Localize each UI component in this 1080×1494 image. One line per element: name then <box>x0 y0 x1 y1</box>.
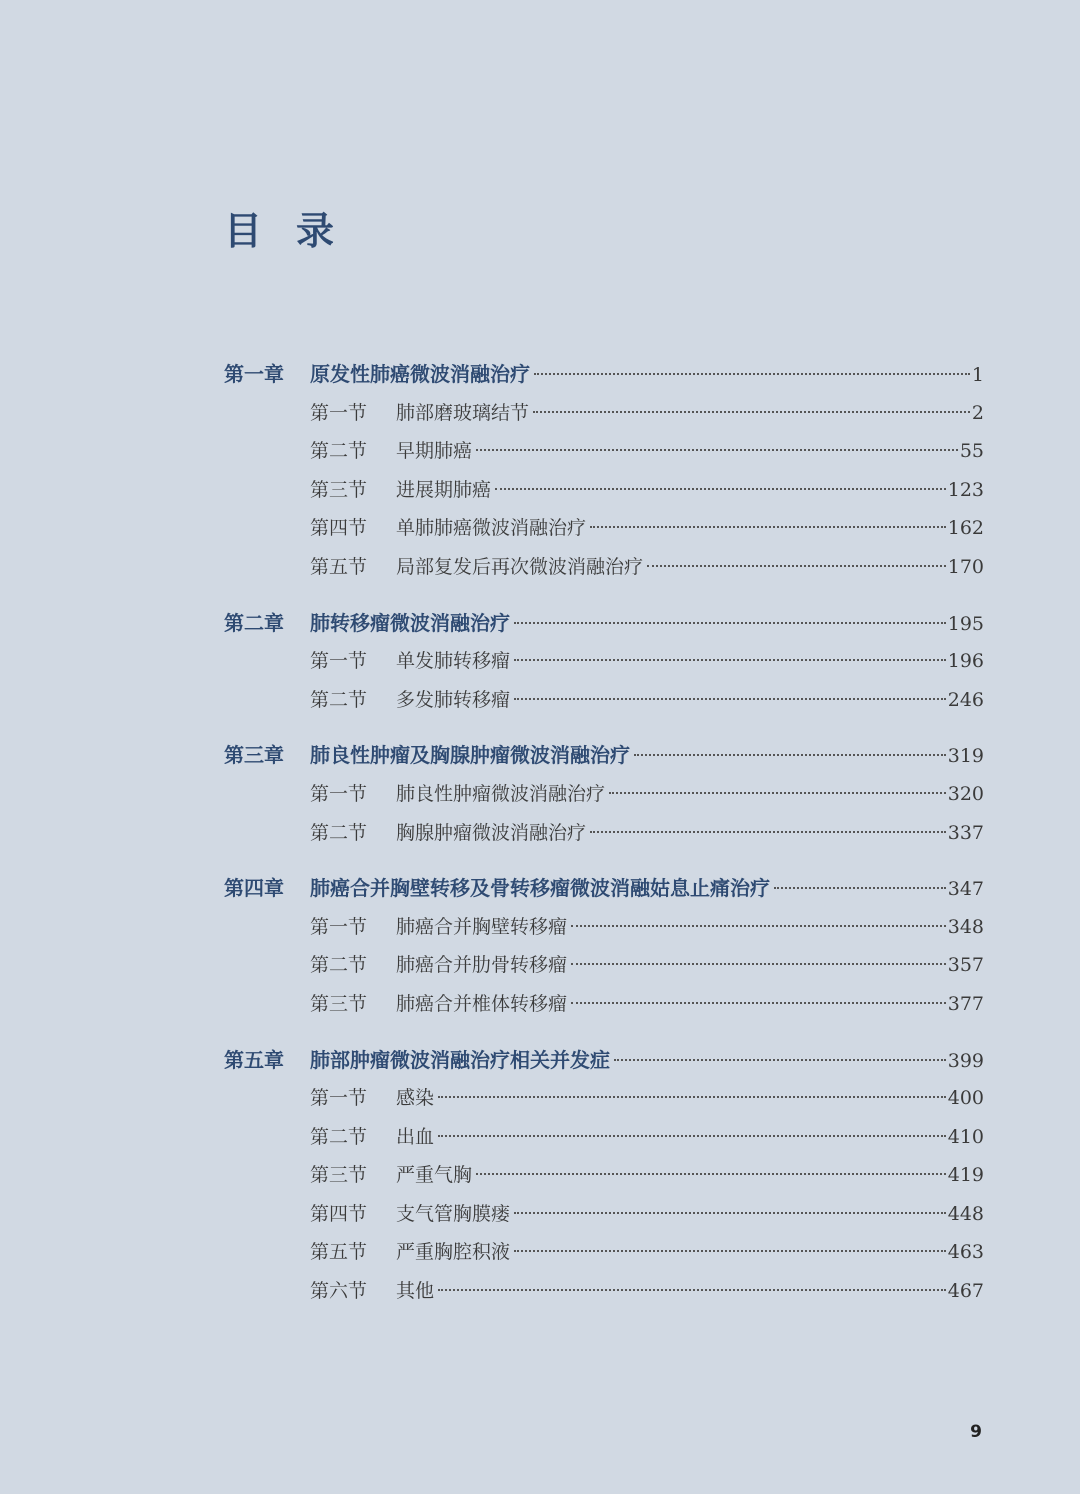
section-title: 早期肺癌 <box>396 440 473 463</box>
section-page: 337 <box>947 821 984 844</box>
section-page: 448 <box>947 1202 984 1225</box>
section-number: 第一节 <box>310 782 368 805</box>
chapter-page: 319 <box>947 745 984 768</box>
section-page: 357 <box>947 954 984 977</box>
chapter-title: 肺转移瘤微波消融治疗 <box>310 610 510 635</box>
section-title: 单发肺转移瘤 <box>396 650 511 673</box>
dot-leader <box>571 925 946 927</box>
section-number: 第一节 <box>310 915 368 938</box>
dot-leader <box>774 887 946 889</box>
section-number: 第三节 <box>310 1164 368 1187</box>
section-page: 320 <box>947 782 984 805</box>
section-title: 肺部磨玻璃结节 <box>396 401 530 424</box>
section-title: 其他 <box>396 1280 435 1303</box>
section-title: 出血 <box>396 1125 435 1148</box>
section-number: 第一节 <box>310 1087 368 1110</box>
section-number: 第二节 <box>310 954 368 977</box>
section-title: 胸腺肿瘤微波消融治疗 <box>396 821 587 844</box>
section-page: 55 <box>959 440 984 463</box>
chapter-title: 原发性肺癌微波消融治疗 <box>310 362 530 386</box>
chapter-2-entry[interactable] <box>224 604 984 643</box>
dot-leader <box>495 488 946 490</box>
page-title <box>224 206 334 256</box>
section-title: 局部复发后再次微波消融治疗 <box>396 555 644 578</box>
section-1-4-entry[interactable] <box>224 509 984 548</box>
section-page: 348 <box>947 915 984 938</box>
chapter-number: 第三章 <box>224 743 284 768</box>
section-title: 肺癌合并椎体转移瘤 <box>396 992 568 1015</box>
dot-leader <box>476 449 958 451</box>
dot-leader <box>571 1002 946 1004</box>
chapter-number: 第五章 <box>224 1047 284 1072</box>
section-number: 第四节 <box>310 517 368 540</box>
dot-leader <box>514 622 946 624</box>
dot-leader <box>647 565 946 567</box>
dot-leader <box>634 754 946 756</box>
section-5-4-entry[interactable] <box>224 1195 984 1234</box>
section-title: 感染 <box>396 1087 435 1110</box>
section-number: 第二节 <box>310 688 368 711</box>
section-1-2-entry[interactable] <box>224 432 984 471</box>
section-page: 2 <box>971 401 984 424</box>
dot-leader <box>514 698 946 700</box>
chapter-4-entry[interactable] <box>224 869 984 908</box>
section-title: 肺癌合并肋骨转移瘤 <box>396 954 568 977</box>
dot-leader <box>514 1212 946 1214</box>
section-page: 400 <box>947 1087 984 1110</box>
dot-leader <box>590 831 946 833</box>
section-number: 第四节 <box>310 1202 368 1225</box>
section-number: 第三节 <box>310 478 368 501</box>
section-5-1-entry[interactable] <box>224 1079 984 1118</box>
section-page: 467 <box>947 1280 984 1303</box>
section-1-1-entry[interactable] <box>224 394 984 433</box>
section-2-1-entry[interactable] <box>224 642 984 681</box>
dot-leader <box>514 1250 946 1252</box>
section-page: 123 <box>947 478 984 501</box>
section-1-5-entry[interactable] <box>224 548 984 587</box>
title-char-2: 录 <box>296 209 335 253</box>
section-number: 第一节 <box>310 401 368 424</box>
chapter-page: 347 <box>947 878 984 901</box>
section-page: 410 <box>947 1125 984 1148</box>
chapter-page: 399 <box>947 1049 984 1072</box>
chapter-5-entry[interactable] <box>224 1041 984 1080</box>
section-title: 严重胸腔积液 <box>396 1241 511 1264</box>
section-page: 463 <box>947 1241 984 1264</box>
chapter-title: 肺部肿瘤微波消融治疗相关并发症 <box>310 1047 610 1072</box>
section-number: 第一节 <box>310 650 368 673</box>
section-number: 第三节 <box>310 992 368 1015</box>
chapter-1-entry[interactable] <box>224 355 984 394</box>
section-5-5-entry[interactable] <box>224 1233 984 1272</box>
dot-leader <box>609 792 946 794</box>
dot-leader <box>514 659 946 661</box>
dot-leader <box>438 1289 946 1291</box>
chapter-number: 第一章 <box>224 362 284 386</box>
section-title: 肺癌合并胸壁转移瘤 <box>396 915 568 938</box>
section-page: 419 <box>947 1164 984 1187</box>
dot-leader <box>614 1059 946 1061</box>
title-char-1: 目 <box>224 209 263 253</box>
section-page: 162 <box>947 517 984 540</box>
section-page: 170 <box>947 555 984 578</box>
dot-leader <box>534 373 970 375</box>
section-5-2-entry[interactable] <box>224 1118 984 1157</box>
section-title: 严重气胸 <box>396 1164 473 1187</box>
dot-leader <box>438 1096 946 1098</box>
section-page: 377 <box>947 992 984 1015</box>
section-title: 单肺肺癌微波消融治疗 <box>396 517 587 540</box>
section-1-3-entry[interactable] <box>224 471 984 510</box>
dot-leader <box>590 526 946 528</box>
chapter-title: 肺癌合并胸壁转移及骨转移瘤微波消融姑息止痛治疗 <box>310 876 770 901</box>
section-title: 多发肺转移瘤 <box>396 688 511 711</box>
section-title: 肺良性肿瘤微波消融治疗 <box>396 782 606 805</box>
section-5-3-entry[interactable] <box>224 1156 984 1195</box>
section-number: 第五节 <box>310 555 368 578</box>
dot-leader <box>438 1135 946 1137</box>
chapter-number: 第二章 <box>224 610 284 635</box>
section-4-2-entry[interactable] <box>224 946 984 985</box>
section-page: 196 <box>947 650 984 673</box>
section-2-2-entry[interactable] <box>224 681 984 720</box>
dot-leader <box>533 411 970 413</box>
chapter-3-entry[interactable] <box>224 736 984 775</box>
section-5-6-entry[interactable] <box>224 1272 984 1311</box>
section-number: 第二节 <box>310 1125 368 1148</box>
section-page: 246 <box>947 688 984 711</box>
section-number: 第二节 <box>310 440 368 463</box>
section-number: 第二节 <box>310 821 368 844</box>
dot-leader <box>476 1173 946 1175</box>
section-4-1-entry[interactable] <box>224 908 984 947</box>
chapter-page: 195 <box>947 612 984 635</box>
section-4-3-entry[interactable] <box>224 985 984 1024</box>
section-title: 支气管胸膜瘘 <box>396 1202 511 1225</box>
section-number: 第六节 <box>310 1280 368 1303</box>
page-number: 9 <box>970 1422 982 1442</box>
chapter-page: 1 <box>971 364 984 386</box>
section-3-1-entry[interactable] <box>224 775 984 814</box>
table-of-contents <box>224 355 984 1311</box>
section-title: 进展期肺癌 <box>396 478 492 501</box>
dot-leader <box>571 963 946 965</box>
section-number: 第五节 <box>310 1241 368 1264</box>
chapter-title: 肺良性肿瘤及胸腺肿瘤微波消融治疗 <box>310 743 630 768</box>
section-3-2-entry[interactable] <box>224 814 984 853</box>
chapter-number: 第四章 <box>224 876 284 901</box>
